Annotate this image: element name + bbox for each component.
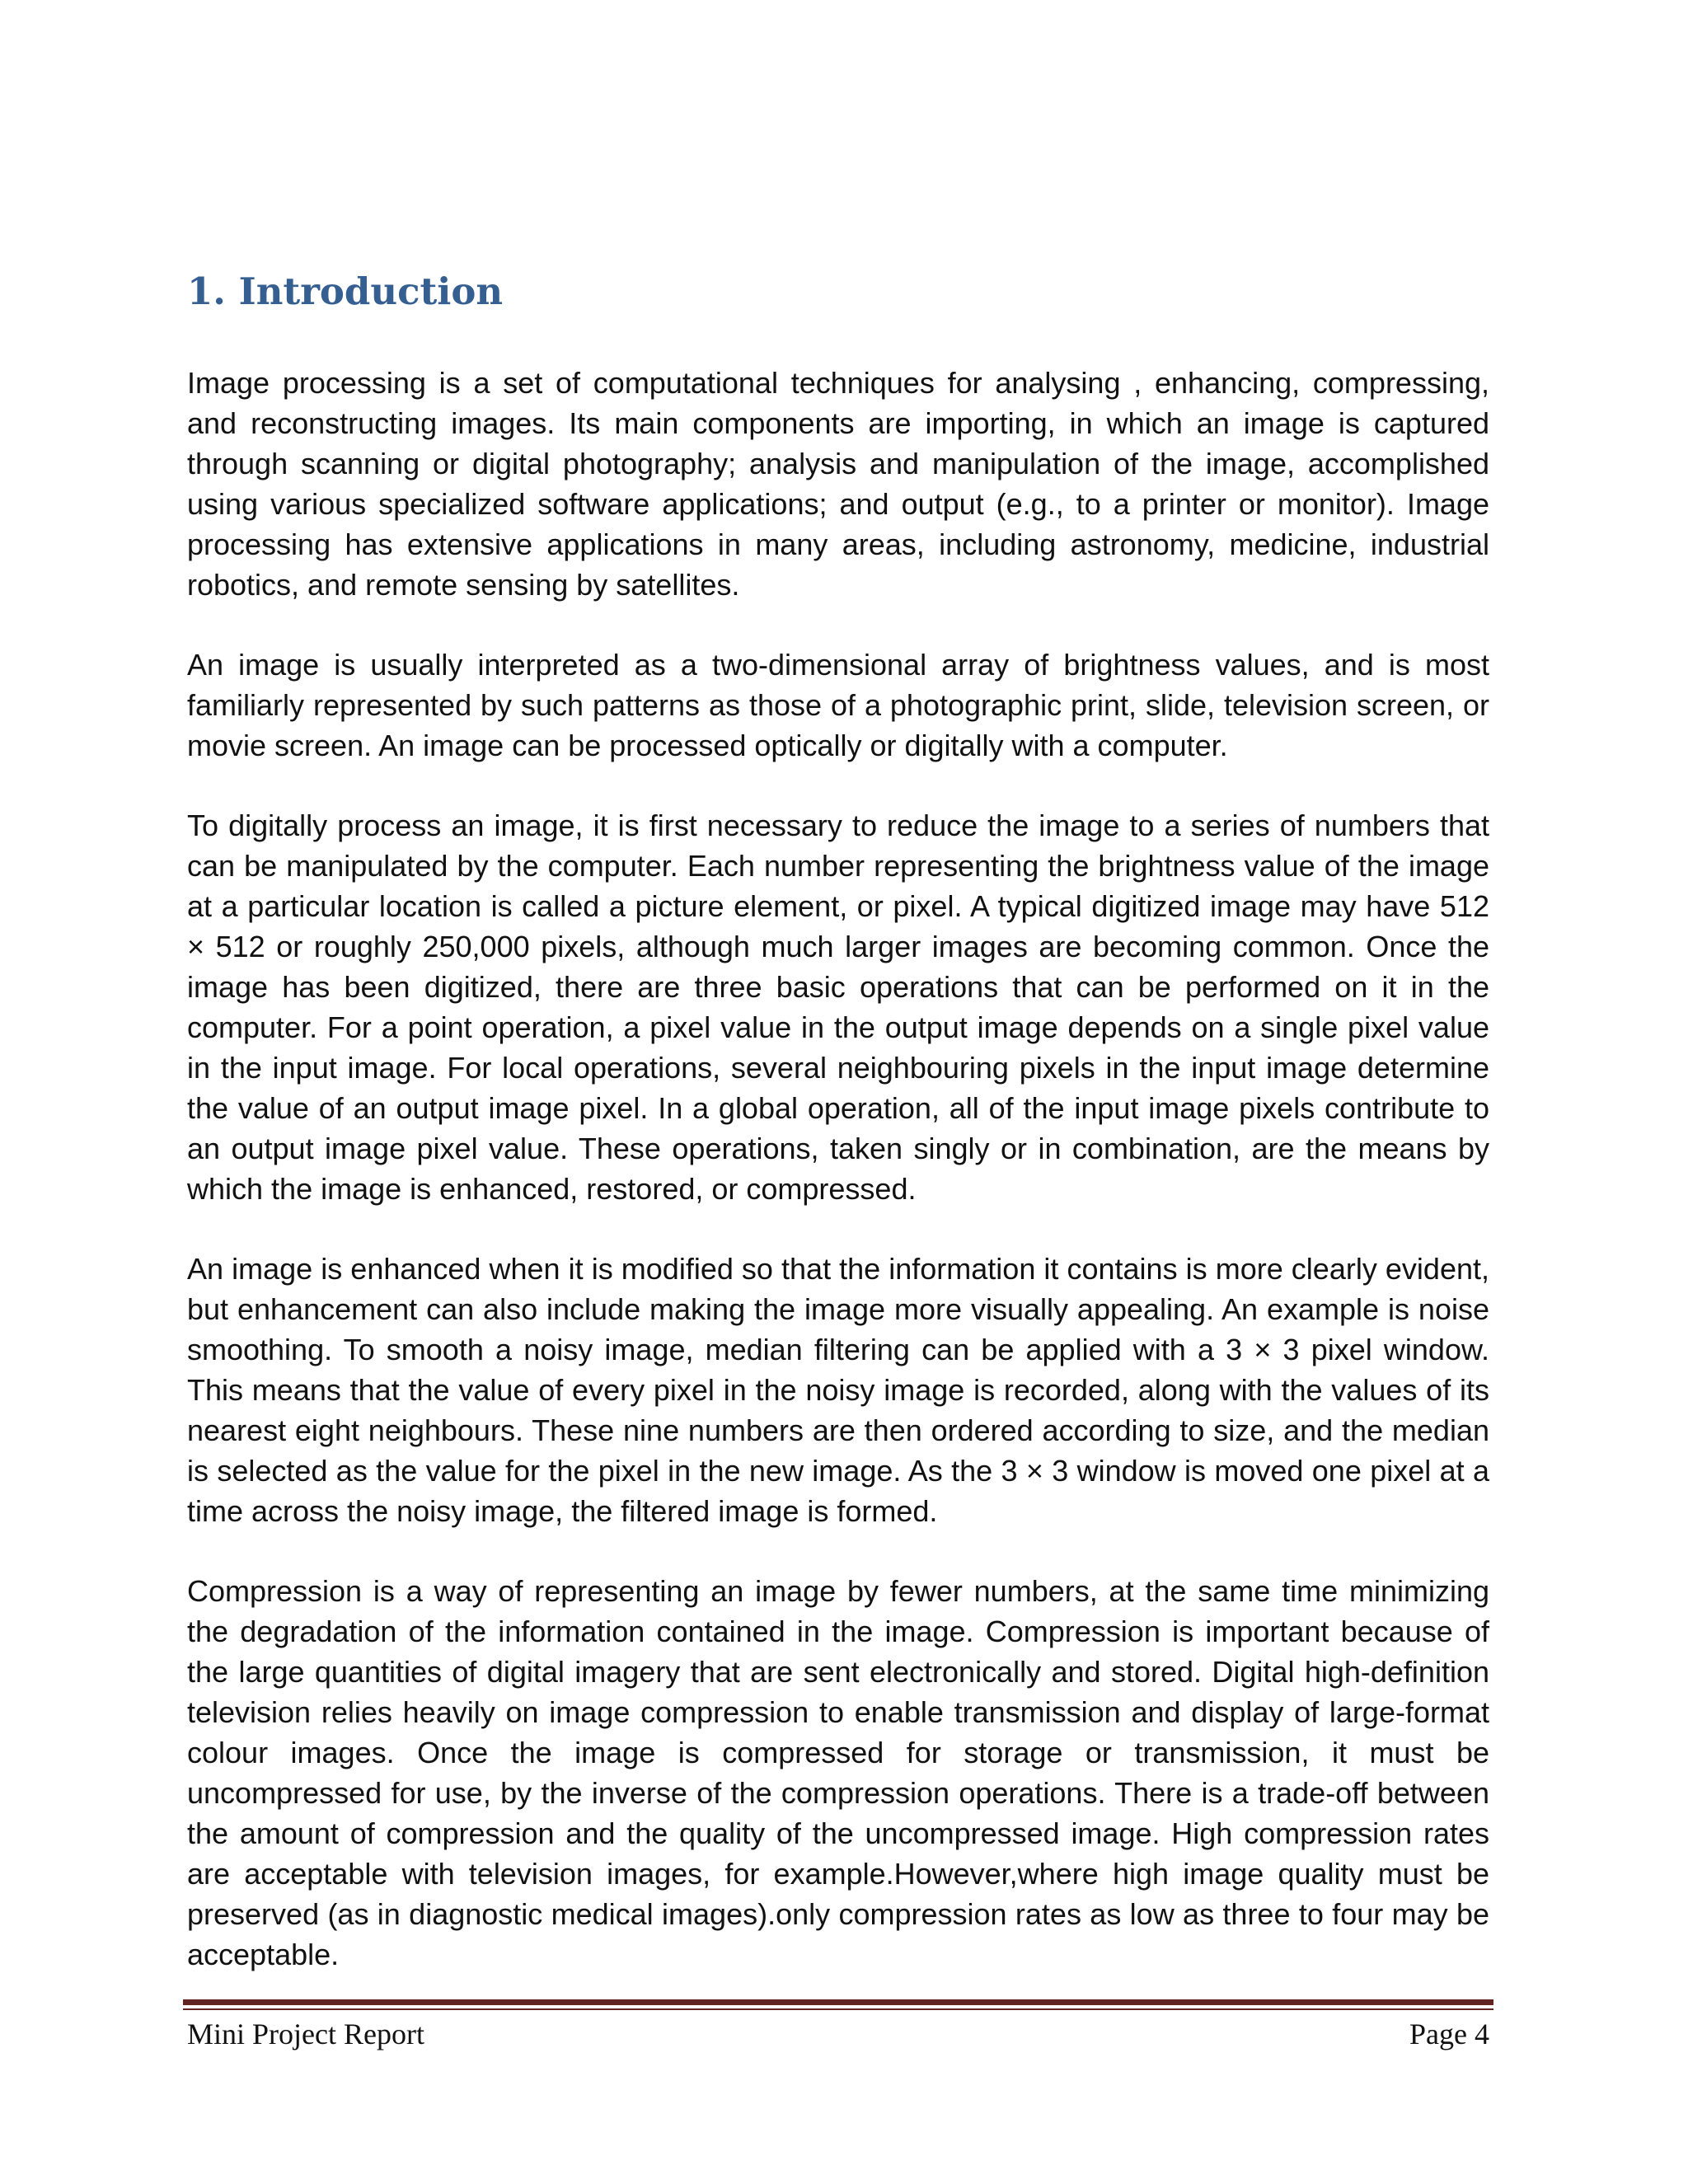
- footer-report-title: Mini Project Report: [187, 2018, 424, 2050]
- paragraph-4: An image is enhanced when it is modified so that the information it contains is more clearly evident, but enhancement can also include making the image more visually appealing. An example is noise smoothing. To smooth a noisy image, median filtering can be applied with a 3 × 3 pixel window. This means that the value of every pixel in the noisy image is recorded, along with the values of its nearest eight neighbours. These nine numbers are then ordered according to size, and the median is selected as the value for the pixel in the new image. As the 3 × 3 window is moved one pixel at a time across the noisy image, the filtered image is formed.: [187, 1252, 1489, 1528]
- footer-rule-thick: [183, 1999, 1493, 2005]
- paragraph-3: To digitally process an image, it is first necessary to reduce the image to a series of numbers that can be manipulated by the computer. Each number representing the brightness value of the image at a particular location is called a picture element, or pixel. A typical digitized image may have 512 × 512 or roughly 250,000 pixels, although much larger images are becoming common. Once the image has been digitized, there are three basic operations that can be performed on it in the computer. For a point operation, a pixel value in the output image depends on a single pixel value in the input image. For local operations, several neighbouring pixels in the input image determine the value of an output image pixel. In a global operation, all of the input image pixels contribute to an output image pixel value. These operations, taken singly or in combination, are the means by which the image is enhanced, restored, or compressed.: [187, 808, 1489, 1206]
- section-heading: 1. Introduction: [187, 269, 504, 313]
- paragraph-2: An image is usually interpreted as a two-dimensional array of brightness values, and is most familiarly represented by such patterns as those of a photographic print, slide, television screen, or movie screen. An image can be processed optically or digitally with a computer.: [187, 648, 1489, 762]
- footer-rule-thin: [183, 2008, 1493, 2010]
- page-content: [187, 262, 1489, 2014]
- paragraph-5: Compression is a way of representing an image by fewer numbers, at the same time minimizing the degradation of the information contained in the image. Compression is important because of the large quantities of digital imagery that are sent electronically and stored. Digital high-definition television relies heavily on image compression to enable transmission and display of large-format colour images. Once the image is compressed for storage or transmission, it must be uncompressed for use, by the inverse of the compression operations. There is a trade-off between the amount of compression and the quality of the uncompressed image. High compression rates are acceptable with television images, for example.However,where high image quality must be preserved (as in diagnostic medical images).only compression rates as low as three to four may be acceptable.: [187, 1574, 1489, 1971]
- page-footer: [187, 2013, 1489, 2055]
- footer-page-number: Page 4: [1409, 2018, 1489, 2050]
- paragraph-1: Image processing is a set of computational techniques for analysing , enhancing, compressing, and reconstructing images. Its main components are importing, in which an image is captured through scanning or digital photography; analysis and manipulation of the image, accomplished using various specialized software applications; and output (e.g., to a printer or monitor). Image processing has extensive applications in many areas, including astronomy, medicine, industrial robotics, and remote sensing by satellites.: [187, 366, 1489, 602]
